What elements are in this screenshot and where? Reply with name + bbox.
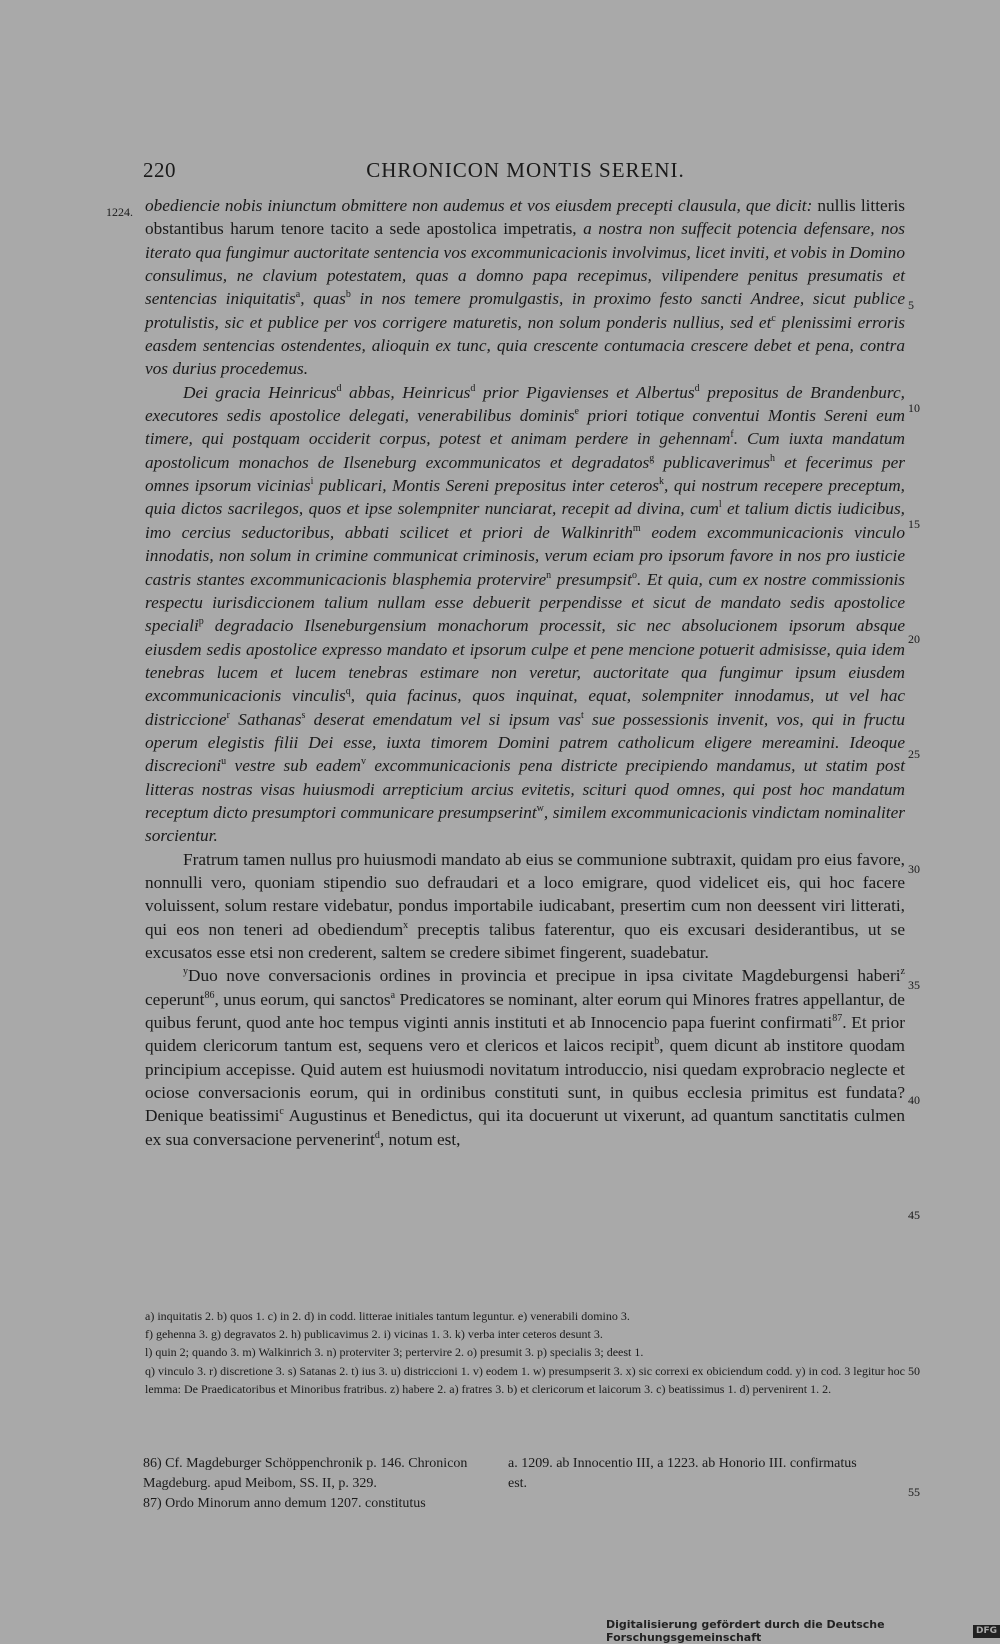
footnote-line: q) vinculo 3. r) discretione 3. s) Satanas 2. t) ius 3. u) districcioni 1. v) eodem 1. w) presumpserit 3. x) sic correxi ex obiciendum codd. y) in cod. 3 legitur hoc lemma: De Praedicatoribus et Minoribus fratribus. z) habere 2. a) fratres 3. b) et clericorum et laicorum 3. c) beatissimus 1. d) pervenirent 1. 2. bbox=[145, 1363, 905, 1396]
line-number: 30 bbox=[908, 862, 920, 876]
line-number: 5 bbox=[908, 298, 914, 312]
dfg-logo: DFG bbox=[973, 1625, 1000, 1638]
line-number: 50 bbox=[908, 1364, 920, 1378]
line-number: 45 bbox=[908, 1208, 920, 1222]
main-text bbox=[145, 194, 905, 1151]
paragraph-letter-end: obediencie nobis iniunctum obmittere non audemus et vos eiusdem precepti clausula, que dicit: nullis litteris obstantibus harum tenore tacito a sede apostolica impetratis, a nostra non suffecit potencia defensare, nos iterato qua fungimur auctoritate sentencia vos excommunicacionis involvimus, licet inviti, et vobis in Domino consulimus, ne clavium potestatem, quas a domno papa recepimus, vilipendere penitus presumatis et sentencias iniquitatis$^a$, quas$^b$ in nos temere promulgastis, in proximo festo sancti Andree, sicut publice protulistis, sic et publice per vos corrigere maturetis, non solum ponderis nullius, sed $et^c$ plenissimi erroris easdem sentencias ostendentes, alioquin ex tunc, quia crescente contumacia crescere debet et pena, contra vos durius procedemus. bbox=[145, 196, 905, 379]
line-number: 20 bbox=[908, 632, 920, 646]
footnote-line: l) quin 2; quando 3. m) Walkinrich 3. n) proterviter 3; pertervire 2. o) presumit 3. p) specialis 3; deest 1. bbox=[145, 1345, 644, 1360]
line-number: 40 bbox=[908, 1093, 920, 1107]
page-number: 220 bbox=[143, 158, 176, 182]
footnote-line: f) gehenna 3. g) degravatos 2. h) publicavimus 2. i) vicinas 1. 3. k) verba inter ceteros desunt 3. bbox=[145, 1327, 603, 1342]
line-number: 10 bbox=[908, 401, 920, 415]
note-86: 86) Cf. Magdeburger Schöppenchronik p. 146. Chronicon Magdeburg. apud Meibom, SS. II, p. 329. bbox=[143, 1456, 468, 1491]
note-87: 87) Ordo Minorum anno demum 1207. constitutus bbox=[143, 1496, 426, 1511]
margin-year: 1224. bbox=[106, 205, 133, 219]
line-number: 55 bbox=[908, 1485, 920, 1499]
page-title: CHRONICON MONTIS SERENI. bbox=[366, 158, 685, 182]
line-number: 15 bbox=[908, 517, 920, 531]
paragraph-fratrum: Fratrum tamen nullus pro huiusmodi mandato ab eius se communione subtraxit, quidam pro eius favore, nonnulli vero, quoniam stipendio suo defraudari et a loco emigrare, quod videlicet eis, qui hoc facere voluissent, solum restare videbatur, pondus importabile iudicabant, presertim cum non deessent viri litterati, qui eos non teneri ad obediendum$^x$ preceptis talibus faterentur, quo eis excusari desiderantibus, ut se excusatos esse etsi non crederent, saltem se credere sibimet fingerent, suadebatur. bbox=[145, 849, 905, 962]
running-head bbox=[143, 158, 908, 186]
notes-right-column bbox=[508, 1454, 863, 1494]
note-87-continued: a. 1209. ab Innocentio III, a 1223. ab Honorio III. confirmatus est. bbox=[508, 1456, 857, 1491]
footnote-line: a) inquitatis 2. b) quos 1. c) in 2. d) in codd. litterae initiales tantum leguntur. e) venerabili domino 3. bbox=[145, 1309, 630, 1323]
digitization-footer bbox=[606, 1618, 1000, 1644]
line-number: 25 bbox=[908, 747, 920, 761]
notes-left-column bbox=[143, 1454, 498, 1514]
paragraph-second-letter: Dei gracia Heinricus$^d$ abbas, Heinricus$^d$ prior Pigavienses et Albertus$^d$ prepositus de Brandenburc, executores sedis apostolice delegati, venerabilibus dominis$^e$ priori totique conventui Montis Sereni eum timere, qui postquam occiderit corpus, potest et animam perdere in gehennam$^f$. Cum iuxta mandatum apostolicum monachos de Ilseneburg excommunicatos et degradatos$^g$ publicaverimus$^h$ et fecerimus per omnes ipsorum vicinias$^i$ publicari, Montis Sereni prepositus inter ceteros$^k$, qui nostrum recepere preceptum, quia dictos sacrilegos, quos et ipse solempniter nunciarat, recepit ad divina, cum$^l$ et talium dictis iudicibus, imo cercius seductoribus, abbati scilicet et priori de Walkinrith$^m$ eodem excommunicacionis vinculo innodatis, non solum in crimine communicat criminosis, verum eciam pro ipsorum favore in nos pro iusticie castris stantes excommunicacionis blasphemia protervire$^n$ presumpsit$^o$. Et quia, cum ex nostre commissionis respectu iurisdiccionem talium nullam esse debuerit perpendisse et sicut de mandato sedis apostolice speciali$^p$ degradacio Ilseneburgensium monachorum processit, sic nec absolucionem ipsorum absque eiusdem sedis apostolice expresso mandato et ipsorum culpe et pene mencione potuerit admisisse, quia idem tenebras lucem et lucem tenebras estimare non veretur, auctoritate qua fungimur ipsum eiusdem excommunicacionis vinculis$^q$, quia facinus, quos inquinat, equat, solempniter innodamus, ut vel hac districcione$^r$ Sathanas$^s$ deserat emendatum vel si ipsum vas$^t$ sue possessionis invenit, vos, qui in fructu operum elegistis filii Dei esse, iuxta timorem Domini patrem catholicum eligere mereamini. Ideoque discrecioni$^u$ vestre sub eadem$^v$ excommunicacionis pena districte precipiendo mandamus, ut statim post litteras nostras visas huiusmodi arrepticium arcius evitetis, scituri quod omnes, qui post hoc mandatum receptum dicto presumptori communicare presumpserint$^w$, similem excommunicacionis vindictam nominaliter sorcientur. bbox=[145, 382, 906, 846]
footer-text: Digitalisierung gefördert durch die Deutsche Forschungsgemeinschaft bbox=[606, 1618, 885, 1644]
critical-apparatus bbox=[145, 1307, 905, 1398]
line-number: 35 bbox=[908, 978, 920, 992]
paragraph-orders: $^y$Duo nove conversacionis ordines in provincia et precipue in ipsa civitate Magdeburgensi haberi$^z$ ceperunt$^{86}$, unus eorum, qui sanctos$^a$ Predicatores se nominant, alter eorum qui Minores fratres appellantur, de quibus ferunt, quod ante hoc tempus viginti annis instituti et ab Innocencio papa fuerint confirmati$^{87}$. Et prior quidem clericorum tantum est, sequens vero et clericos et laicos recipit$^b$, quem dicunt ab institore quodam principium accepisse. Quid autem est huiusmodi novitatum introduccio, nisi quedam exprobracio neglecte et ociose conversacionis eorum, qui in ordinibus constituti sunt, in quibus ecclesia primitus est fundata? Denique beatissimi$^c$ Augustinus et Benedictus, qui ita docuerunt ut vixerunt, ad quantum sanctitatis culmen ex sua conversacione pervenerint$^d$, notum est, bbox=[145, 966, 905, 1149]
